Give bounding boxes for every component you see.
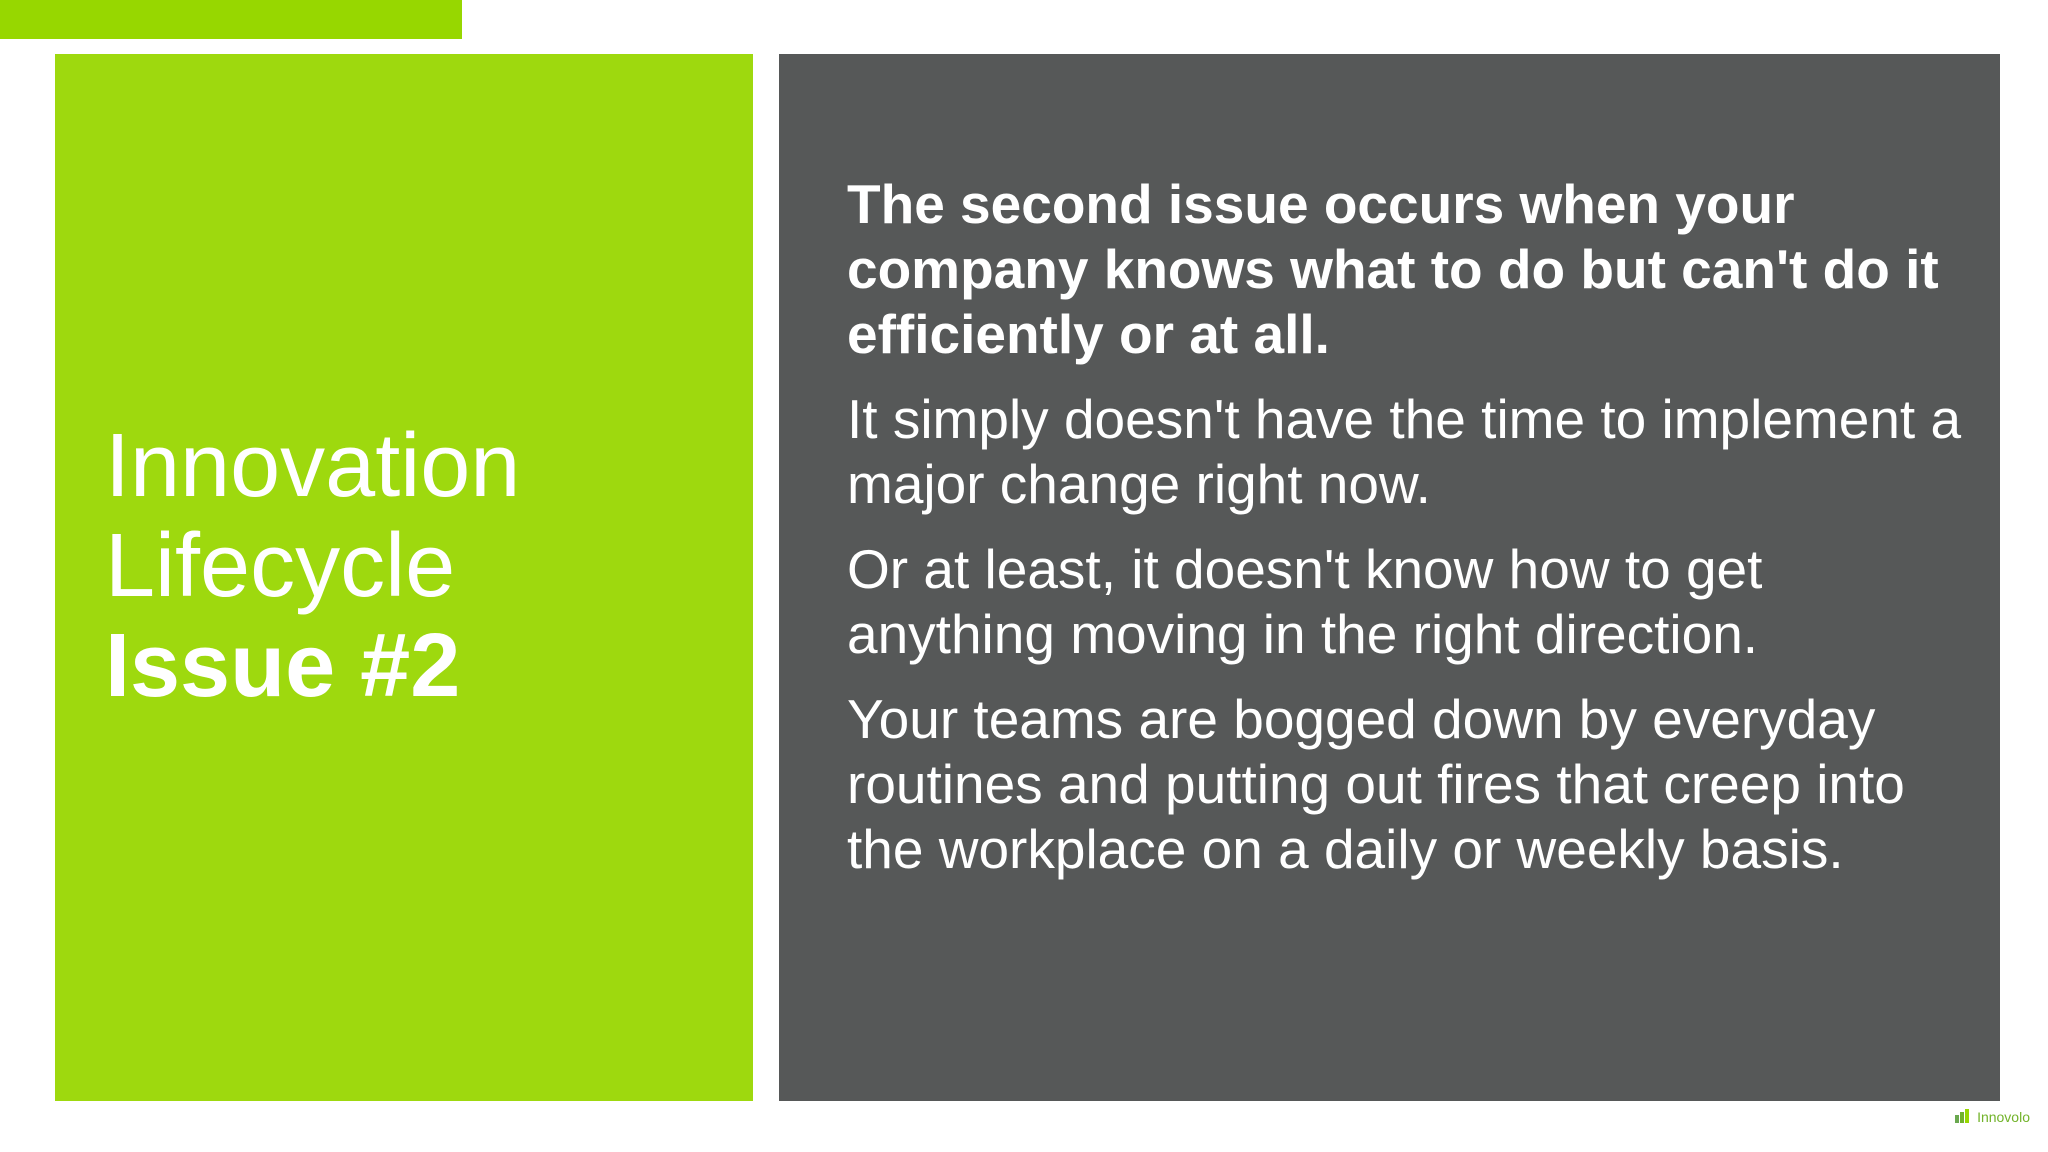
content-panel [779, 54, 2000, 1101]
paragraph-2: Or at least, it doesn't know how to get anything moving in the right direction. [847, 538, 1763, 665]
title-line-1: Innovation [105, 416, 521, 516]
content-text [847, 172, 1967, 902]
paragraph-3: Your teams are bogged down by everyday routines and putting out fires that creep into the workplace on a daily or weekly basis. [847, 688, 1905, 880]
slide-title [105, 416, 520, 716]
brand-logo-text: Innovolo [1977, 1109, 2030, 1125]
title-line-2: Lifecycle [105, 516, 456, 616]
title-line-3: Issue #2 [105, 616, 461, 716]
top-accent-bar [0, 0, 462, 39]
lead-paragraph: The second issue occurs when your company knows what to do but can't do it efficiently or at all. [847, 173, 1939, 365]
paragraph-1: It simply doesn't have the time to implement a major change right now. [847, 388, 1962, 515]
innovolo-logo-icon [1953, 1109, 1973, 1125]
brand-logo [1953, 1109, 2030, 1125]
title-panel [55, 54, 753, 1101]
